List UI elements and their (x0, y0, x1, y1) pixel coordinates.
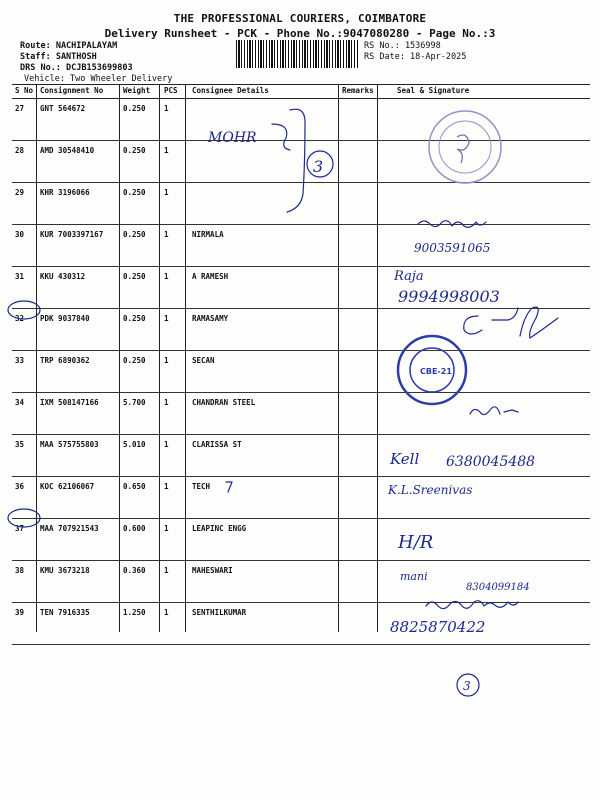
cell-pcs: 1 (164, 146, 169, 155)
cell-consignment: KOC 62106067 (40, 482, 95, 491)
cell-sno: 37 (15, 524, 25, 533)
cell-pcs: 1 (164, 608, 169, 617)
cell-sno: 33 (15, 356, 25, 365)
cell-consignee: SECAN (192, 356, 215, 365)
cell-sno: 27 (15, 104, 25, 113)
signature-handwriting: Kell (390, 450, 420, 468)
rs-number: RS No.: 1536998 (364, 41, 441, 51)
signature-handwriting: K.L.Sreenivas (388, 483, 473, 497)
cell-consignment: KMU 3673218 (40, 566, 90, 575)
column-header-seal: Seal & Signature (397, 86, 470, 95)
page-circle-text: 3 (463, 679, 471, 693)
cell-consignment: KHR 3196066 (40, 188, 90, 197)
cell-pcs: 1 (164, 566, 169, 575)
signature-handwriting: H/R (398, 532, 434, 553)
cell-weight: 1.250 (123, 608, 146, 617)
cell-consignee: A RAMESH (192, 272, 229, 281)
vehicle-label: Vehicle: Two Wheeler Delivery (24, 74, 173, 84)
cell-weight: 5.700 (123, 398, 146, 407)
name-handwriting: Raja (394, 269, 424, 284)
column-divider (159, 84, 160, 632)
staff-label: Staff: SANTHOSH (20, 52, 97, 62)
table-row (12, 267, 590, 309)
cell-weight: 0.360 (123, 566, 146, 575)
column-divider (36, 84, 37, 632)
cell-weight: 5.010 (123, 440, 146, 449)
cell-weight: 0.250 (123, 314, 146, 323)
cell-pcs: 1 (164, 188, 169, 197)
cell-consignment: GNT 564672 (40, 104, 86, 113)
sheet-subtitle: Delivery Runsheet - PCK - Phone No.:9047080280 - Page No.:3 (104, 27, 496, 40)
cell-pcs: 1 (164, 314, 169, 323)
page-circle (457, 674, 479, 696)
table-row (12, 183, 590, 225)
phone-handwriting: 8304099184 (466, 582, 530, 593)
table-row (12, 519, 590, 561)
cell-consignee: MAHESWARI (192, 566, 233, 575)
cell-pcs: 1 (164, 230, 169, 239)
cell-sno: 29 (15, 188, 25, 197)
cell-consignment: MAA 707921543 (40, 524, 99, 533)
signature-handwriting: mani (400, 570, 428, 583)
cell-consignment: KUR 7003397167 (40, 230, 104, 239)
phone-handwriting: 8825870422 (390, 618, 486, 636)
phone-handwriting: 9003591065 (414, 241, 491, 255)
column-divider (185, 84, 186, 632)
cell-weight: 0.600 (123, 524, 146, 533)
cell-pcs: 1 (164, 104, 169, 113)
cell-pcs: 1 (164, 356, 169, 365)
cell-consignee: TECH (192, 482, 211, 491)
cell-weight: 0.250 (123, 104, 146, 113)
table-header (12, 84, 590, 99)
cell-consignment: AMD 30548410 (40, 146, 95, 155)
cell-consignment: TRP 6890362 (40, 356, 90, 365)
cell-consignment: IXM 508147166 (40, 398, 99, 407)
cell-weight: 0.250 (123, 188, 146, 197)
cell-sno: 28 (15, 146, 25, 155)
column-header-consignee: Consignee Details (192, 86, 269, 95)
column-header-remarks: Remarks (342, 86, 374, 95)
cell-weight: 0.250 (123, 356, 146, 365)
cell-weight: 0.650 (123, 482, 146, 491)
barcode (236, 40, 358, 68)
cell-consignee: SENTHILKUMAR (192, 608, 247, 617)
table-row (12, 141, 590, 183)
cell-consignee: LEAPINC ENGG (192, 524, 247, 533)
table-row (12, 477, 590, 519)
cell-pcs: 1 (164, 482, 169, 491)
cell-sno: 38 (15, 566, 25, 575)
cell-sno: 32 (15, 314, 25, 323)
cell-consignee: CHANDRAN STEEL (192, 398, 256, 407)
table-row (12, 561, 590, 603)
table-row (12, 435, 590, 477)
table-row (12, 393, 590, 435)
cell-pcs: 1 (164, 524, 169, 533)
column-divider (338, 84, 339, 632)
column-header-weight: Weight (123, 86, 151, 95)
cell-consignee: NIRMALA (192, 230, 224, 239)
table-row (12, 351, 590, 393)
cell-consignment: PDK 9037840 (40, 314, 90, 323)
cell-consignment: MAA 575755803 (40, 440, 99, 449)
cell-sno: 31 (15, 272, 25, 281)
runsheet-table (12, 84, 590, 645)
cell-sno: 30 (15, 230, 25, 239)
cell-consignee: RAMASAMY (192, 314, 229, 323)
cell-pcs: 1 (164, 398, 169, 407)
drs-number: DRS No.: DCJB153699803 (20, 63, 133, 73)
column-header-consignment: Consignment No (40, 86, 104, 95)
cell-sno: 36 (15, 482, 25, 491)
cell-consignment: KKU 430312 (40, 272, 86, 281)
cell-sno: 34 (15, 398, 25, 407)
table-row (12, 309, 590, 351)
cell-consignment: TEN 7916335 (40, 608, 90, 617)
mohr-handwriting: MOHR (208, 130, 257, 146)
column-divider (377, 84, 378, 632)
cell-sno: 39 (15, 608, 25, 617)
circled-number-text: 3 (313, 157, 324, 176)
phone-handwriting: 9994998003 (398, 287, 500, 306)
table-row (12, 99, 590, 141)
svg-text:CBE-21: CBE-21 (420, 367, 452, 376)
cell-consignee: CLARISSA ST (192, 440, 242, 449)
rs-date: RS Date: 18-Apr-2025 (364, 52, 467, 62)
cell-weight: 0.250 (123, 230, 146, 239)
cell-weight: 0.250 (123, 146, 146, 155)
sheet-title: THE PROFESSIONAL COURIERS, COIMBATORE (173, 12, 427, 25)
phone-handwriting: 6380045488 (446, 454, 536, 470)
cell-pcs: 1 (164, 440, 169, 449)
route-label: Route: NACHIPALAYAM (20, 41, 118, 51)
table-row (12, 603, 590, 645)
column-divider (119, 84, 120, 632)
column-header-sno: S No (15, 86, 34, 95)
table-row (12, 225, 590, 267)
cell-sno: 35 (15, 440, 25, 449)
cell-weight: 0.250 (123, 272, 146, 281)
column-header-pcs: PCS (164, 86, 178, 95)
cell-pcs: 1 (164, 272, 169, 281)
